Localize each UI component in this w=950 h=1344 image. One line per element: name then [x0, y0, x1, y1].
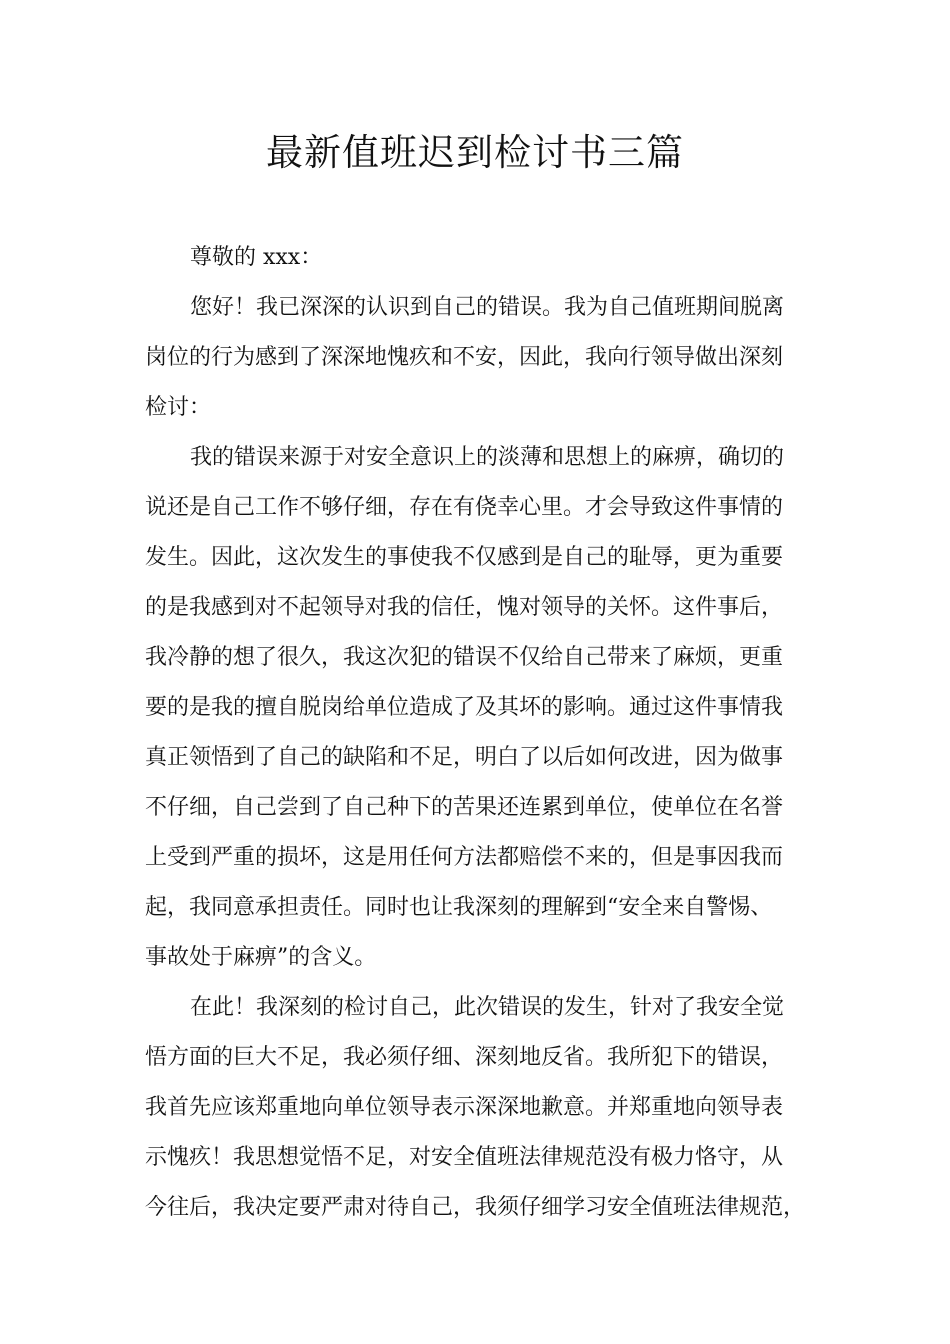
text-line: 的是我感到对不起领导对我的信任，愧对领导的关怀。这件事后，: [145, 595, 784, 620]
text-line: 发生。因此，这次发生的事使我不仅感到是自己的耻辱，更为重要: [145, 545, 784, 570]
text-line: 事故处于麻痹”的含义。: [145, 945, 377, 970]
text-line: 今往后，我决定要严肃对待自己，我须仔细学习安全值班法律规范，: [145, 1195, 806, 1220]
text-line: 起，我同意承担责任。同时也让我深刻的理解到“安全来自警惕、: [145, 895, 773, 920]
text-line: 说还是自己工作不够仔细，存在有侥幸心里。才会导致这件事情的: [145, 495, 784, 520]
text-line: 要的是我的擅自脱岗给单位造成了及其坏的影响。通过这件事情我: [145, 695, 784, 720]
text-line: 岗位的行为感到了深深地愧疚和不安，因此，我向行领导做出深刻: [145, 345, 784, 370]
text-line: 我的错误来源于对安全意识上的淡薄和思想上的麻痹，确切的: [190, 445, 785, 470]
text-line: 检讨：: [145, 395, 212, 420]
text-line: 您好！我已深深的认识到自己的错误。我为自己值班期间脱离: [190, 295, 785, 320]
text-line: 尊敬的 xxx：: [190, 245, 323, 270]
document-title: 最新值班迟到检讨书三篇: [266, 131, 684, 174]
document-body: [145, 233, 817, 1233]
text-line: 悟方面的巨大不足，我必须仔细、深刻地反省。我所犯下的错误，: [145, 1045, 784, 1070]
text-line: 不仔细，自己尝到了自己种下的苦果还连累到单位，使单位在名誉: [145, 795, 784, 820]
text-line: 示愧疚！我思想觉悟不足，对安全值班法律规范没有极力恪守，从: [145, 1145, 784, 1170]
text-line: 我首先应该郑重地向单位领导表示深深地歉意。并郑重地向领导表: [145, 1095, 784, 1120]
text-line: 真正领悟到了自己的缺陷和不足，明白了以后如何改进，因为做事: [145, 745, 784, 770]
text-line: 我冷静的想了很久，我这次犯的错误不仅给自己带来了麻烦，更重: [145, 645, 784, 670]
text-line: 上受到严重的损坏，这是用任何方法都赔偿不来的，但是事因我而: [145, 845, 784, 870]
text-line: 在此！我深刻的检讨自己，此次错误的发生，针对了我安全觉: [190, 995, 785, 1020]
